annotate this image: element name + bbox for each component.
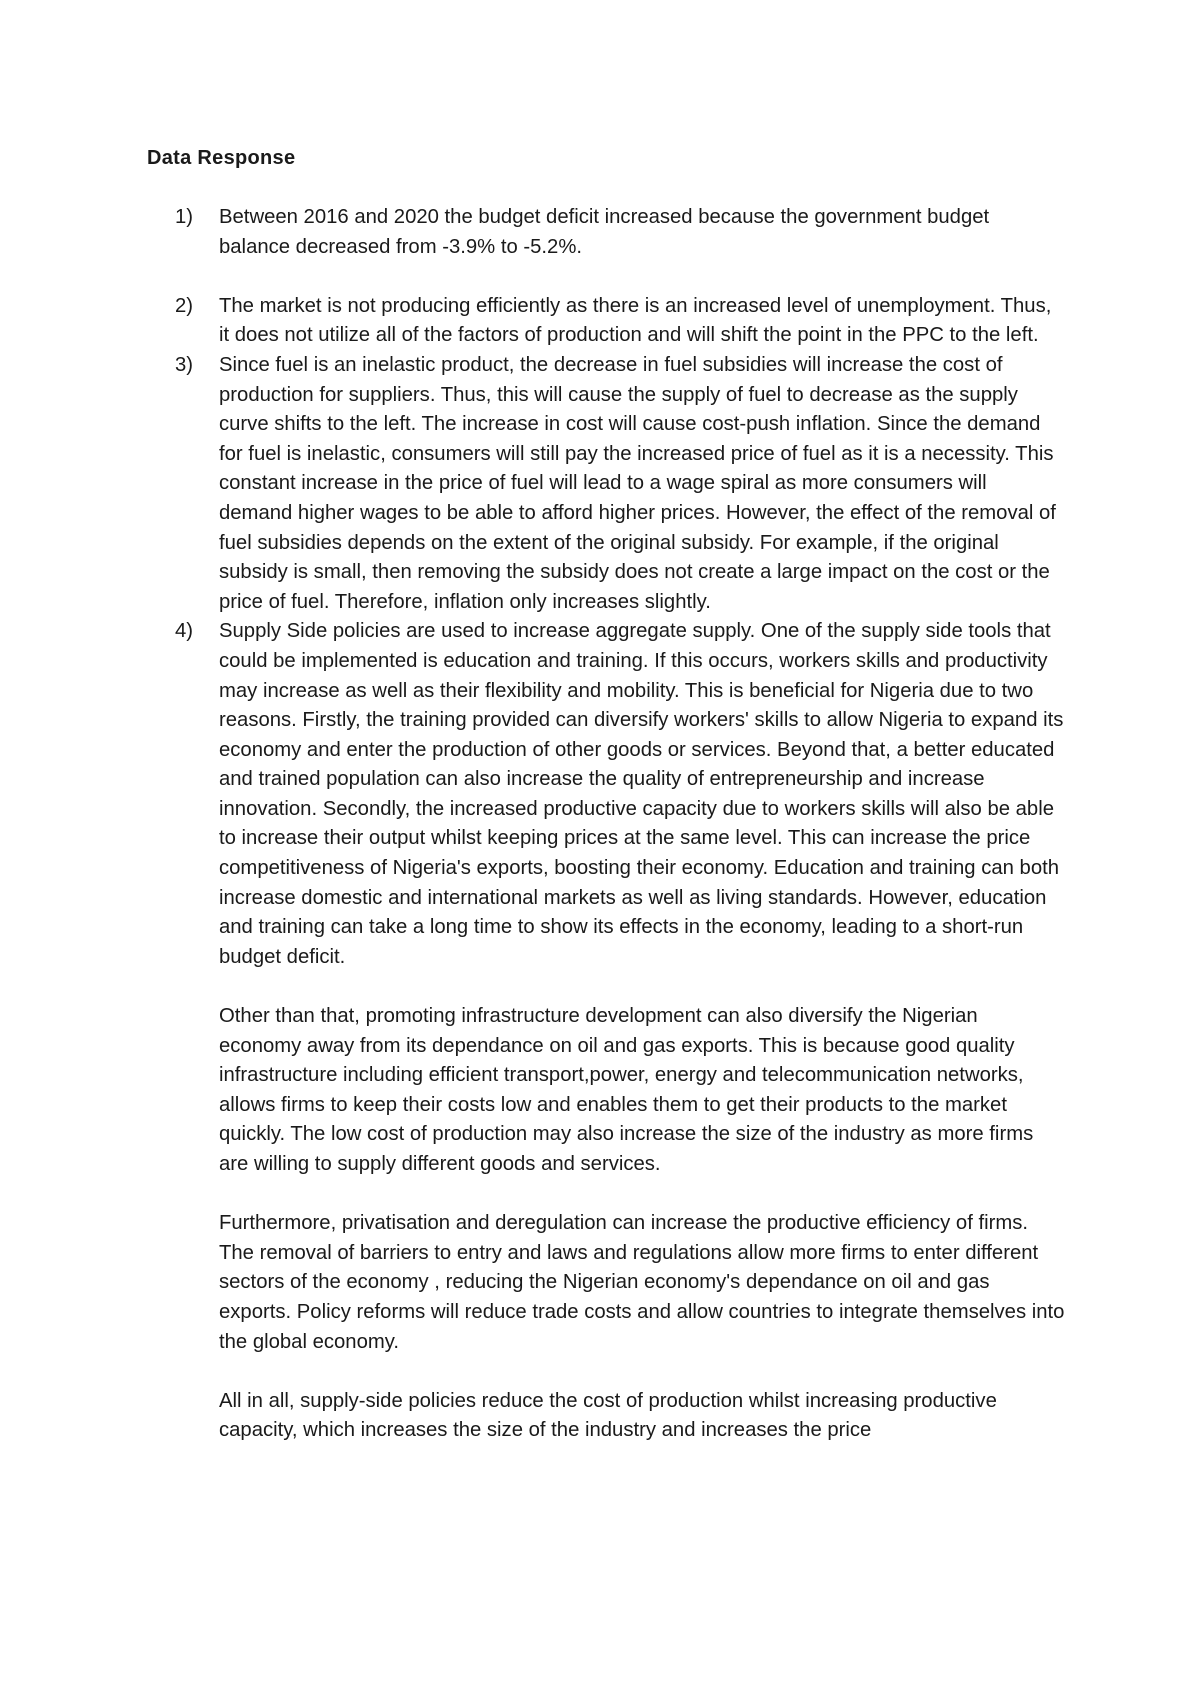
answer-item-4 xyxy=(175,617,1065,1446)
page-title: Data Response xyxy=(147,147,296,169)
answer-item-3 xyxy=(175,351,1065,617)
answer-4-paragraph-2: Other than that, promoting infrastructure development can also diversify the Nigerian economy away from its dependance on oil and gas exports. This is because good quality infrastructure including efficient transport,power, energy and telecommunication networks, allows firms to keep their costs low and enables them to get their products to the market quickly. The low cost of production may also increase the size of the industry as more firms are willing to supply different goods and services. xyxy=(219,1005,1034,1175)
answer-item-1 xyxy=(175,203,1065,262)
answer-4-paragraph-3: Furthermore, privatisation and deregulation can increase the productive efficiency of firms. The removal of barriers to entry and laws and regulations allow more firms to enter different sectors of the economy , reducing the Nigerian economy's dependance on oil and gas exports. Policy reforms will reduce trade costs and allow countries to integrate themselves into the global economy. xyxy=(219,1212,1065,1353)
answer-3-paragraph-1: Since fuel is an inelastic product, the decrease in fuel subsidies will increase the cost of production for suppliers. Thus, this will cause the supply of fuel to decrease as the supply curve shifts to the left. The increase in cost will cause cost-push inflation. Since the demand for fuel is inelastic, consumers will still pay the increased price of fuel as it is a necessity. This constant increase in the price of fuel will lead to a wage spiral as more consumers will demand higher wages to be able to afford higher prices. However, the effect of the removal of fuel subsidies depends on the extent of the original subsidy. For example, if the original subsidy is small, then removing the subsidy does not create a large impact on the cost or the price of fuel. Therefore, inflation only increases slightly. xyxy=(219,353,1056,613)
answer-4-paragraph-4: All in all, supply-side policies reduce the cost of production whilst increasing productive capacity, which increases the size of the industry and increases the price xyxy=(219,1389,997,1442)
answer-number-3: 3) xyxy=(175,353,194,376)
answer-2-paragraph-1: The market is not producing efficiently as there is an increased level of unemployment. Thus, it does not utilize all of the factors of production and will shift the point in the PPC to the left. xyxy=(219,294,1052,347)
answer-number-4: 4) xyxy=(175,620,194,643)
answer-item-2 xyxy=(175,292,1065,351)
answer-list xyxy=(175,203,1065,1446)
answer-number-1: 1) xyxy=(175,206,194,228)
answer-number-2: 2) xyxy=(175,294,194,317)
answer-4-paragraph-1: Supply Side policies are used to increase aggregate supply. One of the supply side tools that could be implemented is education and training. If this occurs, workers skills and productivity may increase as well as their flexibility and mobility. This is beneficial for Nigeria due to two reasons. Firstly, the training provided can diversify workers' skills to allow Nigeria to expand its economy and enter the production of other goods or services. Beyond that, a better educated and trained population can also increase the quality of entrepreneurship and increase innovation. Secondly, the increased productive capacity due to workers skills will also be able to increase their output whilst keeping prices at the same level. This can increase the price competitiveness of Nigeria's exports, boosting their economy. Education and training can both increase domestic and international markets as well as living standards. However, education and training can take a long time to show its effects in the economy, leading to a short-run budget deficit. xyxy=(219,620,1064,968)
answer-1-paragraph-1: Between 2016 and 2020 the budget deficit increased because the government budget balance decreased from -3.9% to -5.2%. xyxy=(219,206,990,258)
